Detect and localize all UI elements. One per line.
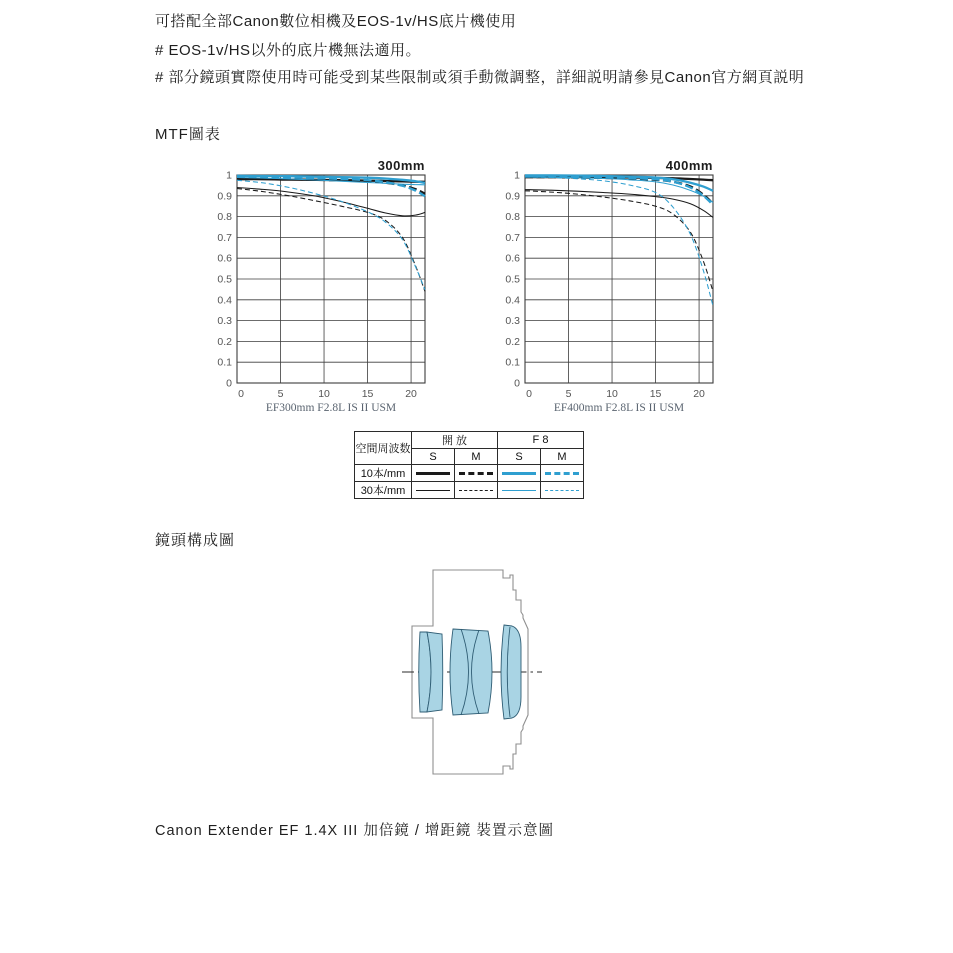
legend-sub-s-open: S [412,449,455,465]
svg-text:0.4: 0.4 [217,294,232,307]
svg-text:0: 0 [226,377,232,390]
svg-text:0.6: 0.6 [217,252,232,265]
svg-text:10: 10 [318,388,330,400]
mtf-legend-table [354,431,584,499]
lens-section-title: 鏡頭構成圖 [155,532,236,549]
svg-text:0.5: 0.5 [505,273,520,286]
legend-row-30mm: 30本/mm [355,482,412,499]
line-sample-10-s-open [412,465,455,482]
svg-text:15: 15 [649,388,662,400]
lens-group-3 [501,625,521,719]
svg-text:400mm: 400mm [665,158,713,173]
svg-text:1: 1 [226,169,232,182]
mtf-chart-400mm [488,158,723,413]
legend-sub-m-open: M [455,449,498,465]
svg-text:300mm: 300mm [377,158,425,173]
line-sample-30-s-open [412,482,455,499]
svg-text:0.1: 0.1 [217,356,232,369]
svg-text:20: 20 [693,388,705,400]
svg-text:0.3: 0.3 [505,315,520,328]
svg-text:0.7: 0.7 [505,231,520,244]
limitation-note: # 部分鏡頭實際使用時可能受到某些限制或須手動微調整，詳細説明請參見Canon官方網頁説明 [155,69,805,86]
svg-text:0: 0 [238,388,244,400]
svg-text:0.8: 0.8 [505,211,520,224]
svg-text:20: 20 [405,388,417,400]
svg-text:0.9: 0.9 [217,190,232,203]
svg-text:0: 0 [514,377,520,390]
svg-text:0: 0 [526,388,532,400]
svg-text:5: 5 [565,388,572,400]
legend-group-open: 開 放 [412,432,498,449]
svg-text:0.4: 0.4 [505,294,520,307]
svg-text:0.9: 0.9 [505,190,520,203]
legend-sub-s-f8: S [498,449,541,465]
legend-corner-label: 空間周波数 [355,432,412,465]
svg-text:5: 5 [277,388,284,400]
svg-text:0.7: 0.7 [217,231,232,244]
svg-text:EF300mm F2.8L IS II USM: EF300mm F2.8L IS II USM [265,402,397,413]
compatibility-note: 可搭配全部Canon數位相機及EOS-1v/HS底片機使用 [155,13,517,30]
line-sample-30-m-f8 [541,482,584,499]
lens-group-2 [450,629,492,715]
mtf-section-title: MTF圖表 [155,126,221,143]
svg-text:0.2: 0.2 [217,335,232,348]
svg-text:EF400mm F2.8L IS II USM: EF400mm F2.8L IS II USM [553,402,685,413]
legend-row-10mm: 10本/mm [355,465,412,482]
svg-text:0.6: 0.6 [505,252,520,265]
line-sample-10-s-f8 [498,465,541,482]
svg-text:0.1: 0.1 [505,356,520,369]
line-sample-30-s-f8 [498,482,541,499]
film-camera-note: # EOS-1v/HS以外的底片機無法適用。 [155,42,422,59]
line-sample-10-m-open [455,465,498,482]
svg-text:0.2: 0.2 [505,335,520,348]
legend-sub-m-f8: M [541,449,584,465]
legend-group-f8: F 8 [498,432,584,449]
svg-text:0.8: 0.8 [217,211,232,224]
line-sample-10-m-f8 [541,465,584,482]
svg-text:0.3: 0.3 [217,315,232,328]
lens-construction-diagram [400,555,650,785]
svg-text:0.5: 0.5 [217,273,232,286]
mtf-chart-300mm [200,158,435,413]
extender-diagram-caption: Canon Extender EF 1.4X III 加倍鏡 / 增距鏡 裝置示意圖 [155,823,554,839]
svg-text:10: 10 [606,388,618,400]
svg-text:15: 15 [361,388,374,400]
line-sample-30-m-open [455,482,498,499]
svg-text:1: 1 [514,169,520,182]
